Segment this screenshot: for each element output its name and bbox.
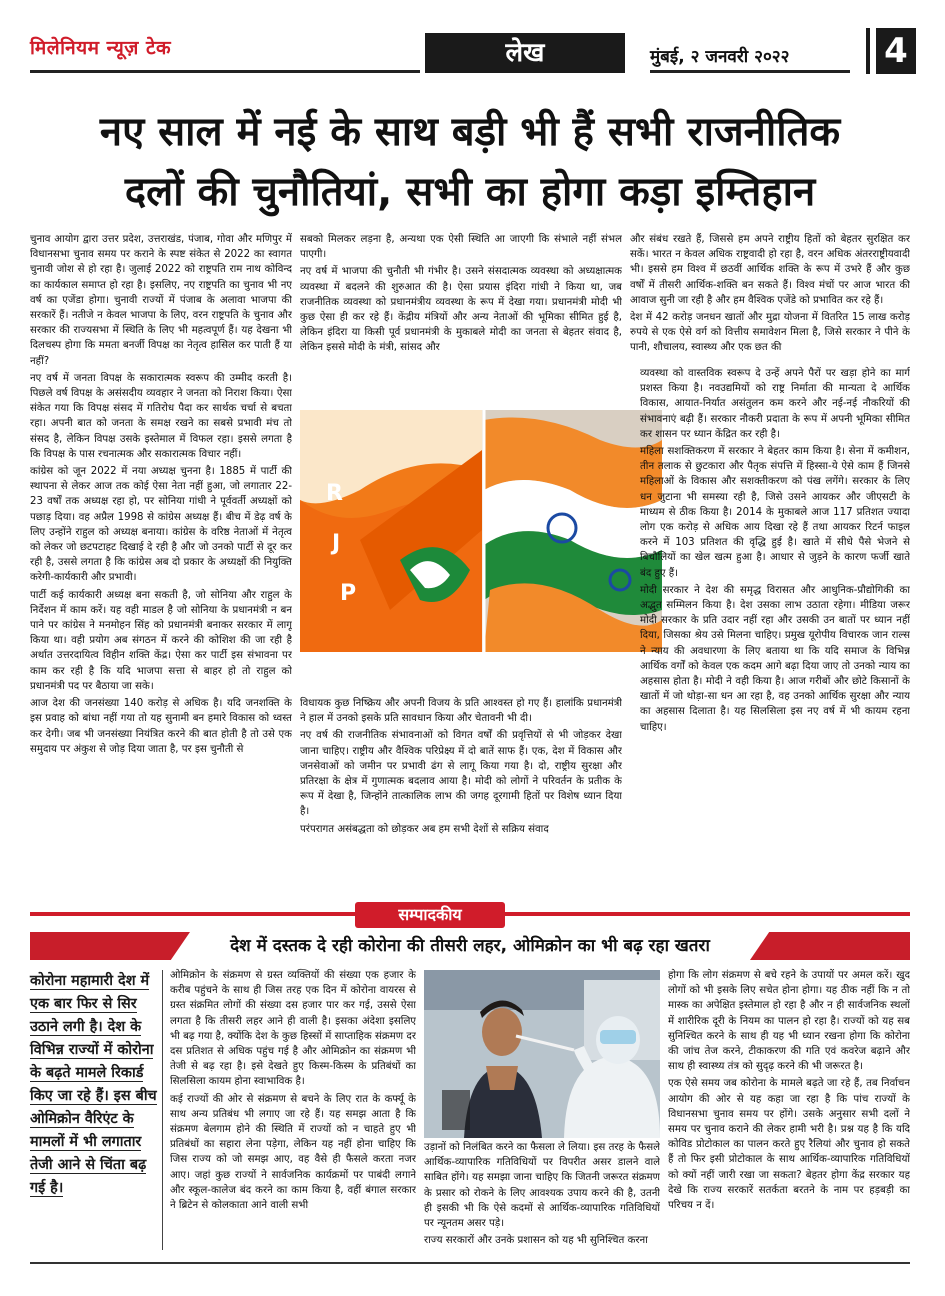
article-paragraph: सबको मिलकर लड़ना है, अन्यथा एक ऐसी स्थिति आ जाएगी कि संभाले नहीं संभल पाएगी। (300, 234, 622, 261)
dateline: मुंबई, २ जनवरी २०२२ (650, 47, 790, 67)
party-flags-photo (300, 410, 662, 652)
date-rule (650, 70, 850, 73)
editorial-paragraph: राज्य सरकारों और उनके प्रशासन को यह भी सुनिश्चित करना (424, 1235, 648, 1247)
page-number: 4 (872, 28, 916, 74)
editorial-paragraph: कई राज्यों की ओर से संक्रमण से बचने के लिए रात के कर्फ्यू के साथ अन्य प्रतिबंध भी लगाए जा रहे हैं। यह समझ आता है कि संक्रमण बेलगाम होने की स्थिति में राज्यों को न चाहते हुए भी प्रतिबंधों का सहारा लेना पड़ेगा, लेकिन यह नहीं होना चाहिए कि जिस राज्य को जो समझ आए, वह वैसे ही फैसले करता नजर आए। जहां कुछ राज्यों ने सार्वजनिक कार्यक्रमों पर पाबंदी लगाने और स्कूल-कालेज बंद करने का काम किया है, वहीं बंगाल सरकार ने ब्रिटेन से कोलकाता आने वाली सभी (170, 1093, 416, 1212)
editorial-headline: देश में दस्तक दे रही कोरोना की तीसरी लहर, ओमिक्रोन का भी बढ़ रहा खतरा (230, 936, 710, 956)
brand-name: मिलेनियम न्यूज़ टेक (30, 37, 172, 59)
article-paragraph: विधायक कुछ निष्क्रिय और अपनी विजय के प्रति आश्वस्त हो गए हैं। हालांकि प्रधानमंत्री ने हाल में उनको इसके प्रति सावधान किया और चेतावनी भी दी। (300, 698, 622, 725)
page-number-edge (866, 28, 870, 74)
editorial-column-2 (424, 1140, 660, 1260)
pullquote-rule (162, 970, 163, 1250)
main-headline (40, 102, 900, 222)
article-paragraph: नए वर्ष की राजनीतिक संभावनाओं को विगत वर्षों की प्रवृत्तियों से भी जोड़कर देखा जाना चाहिए। राष्ट्रीय और वैश्विक परिप्रेक्ष्य में दो बातें साफ हैं। एक, देश में विकास और जनसेवाओं को जमीन पर प्रभावी ढंग से लागू किया गया है। दो, राष्ट्रीय सुरक्षा और प्रतिरक्षा के क्षेत्र में गुणात्मक बदलाव आया है। मोदी को लोगों ने परिवर्तन के प्रतीक के रूप में देखा है, जिन्होंने तात्कालिक लाभ की जगह दूरगामी हितों पर विशेष ध्यान दिया है। (300, 730, 622, 818)
article-paragraph: नए वर्ष में जनता विपक्ष के सकारात्मक स्वरूप की उम्मीद करती है। पिछले वर्ष विपक्ष के असंसदीय व्यवहार ने जनता को निराश किया। ऐसा संकेत गया कि विपक्ष संसद में गतिरोध पैदा कर सार्थक चर्चा से बचता रहा। अपनी बात को जनता के समक्ष रखने का सबसे प्रभावी मंच तो संसद है, लेकिन विपक्ष उसके इस्तेमाल में विफल रहा। इससे लगता है कि विपक्ष के पास रचनात्मक और सकारात्मक विचार नहीं। (30, 372, 292, 460)
flag-letter: J (332, 531, 341, 556)
article-column-1 (30, 232, 292, 902)
article-paragraph: पार्टी कई कार्यकारी अध्यक्ष बना सकती है, जो सोनिया और राहुल के निर्देशन में काम करें। यह वही माडल है जो सोनिया के प्रधानमंत्री न बन पाने पर कांग्रेस ने मनमोहन सिंह को प्रधानमंत्री बनाकर सरकार में लागू किया था। वही प्रयोग अब संगठन में करने की कोशिश की जा रही है अर्थात उत्तरदायित्व विहीन शक्ति केंद्र। ऐसा कर पार्टी इस संभावना पर काम कर रही है कि यदि भाजपा सत्ता से बाहर हो तो राहुल को प्रधानमंत्री पद पर बैठाया जा सके। (30, 589, 292, 692)
brand-rule (30, 70, 420, 73)
article-paragraph: व्यवस्था को वास्तविक स्वरूप दे उन्हें अपने पैरों पर खड़ा होने का मार्ग प्रशस्त किया है। नवउद्यमियों को राष्ट्र निर्माता की मान्यता दे आर्थिक विकास, आयात-निर्यात असंतुलन कम करने और नई-नई नौकरियों की संभावनाएं बढ़ी हैं। सरकार नौकरी प्रदाता के रूप में अपनी भूमिका सीमित कर शासन पर ध्यान केंद्रित कर रही है। (640, 368, 910, 440)
article-column-2-bottom (300, 696, 622, 902)
party-flags-illustration (300, 410, 662, 652)
flag-letter: R (326, 481, 343, 506)
headline-line-2: दलों की चुनौतियां, सभी का होगा कड़ा इम्तिहान (124, 169, 816, 215)
article-paragraph: मोदी सरकार ने देश की समृद्ध विरासत और आधुनिक-प्रौद्योगिकी का अद्भुत सम्मिलन किया है। देश उसका लाभ उठाता रहेगा। मीडिया जरूर मोदी सरकार के प्रति उदार नहीं रहा और उसकी उन बातों पर ध्यान नहीं दिया, जिसका श्रेय उसे मिलना चाहिए। प्रमुख यूरोपीय विचारक जान राल्स ने न्याय की अवधारणा के लिए बताया था कि यदि समाज के विभिन्न आर्थिक वर्गों को केवल एक कदम आगे बढ़ा दिया जाए तो उनको न्याय का अहसास होता है। मोदी ने वही किया है। आज गरीबों और छोटे किसानों के खातों में जो थोड़ा-सा धन आ रहा है, वह उनको आर्थिक सुरक्षा और न्याय का अहसास दिलाता है। यह सिलसिला इस नए वर्ष में भी कायम रहना चाहिए। (640, 584, 910, 733)
article-paragraph: चुनाव आयोग द्वारा उत्तर प्रदेश, उत्तराखंड, पंजाब, गोवा और मणिपुर में विधानसभा चुनाव समय पर कराने के स्पष्ट संकेत से 2022 का स्वागत चुनावी जोश से हो रहा है। जुलाई 2022 को राष्ट्रपति राम नाथ कोविन्द का कार्यकाल समाप्त हो रहा है। इसलिए, नए राष्ट्रपति का चुनाव भी नए वर्ष का एजेंडा होगा। चुनावी राज्यों में पंजाब के अलावा भाजपा की सरकारें हैं। नतीजे न केवल भाजपा के लिए, वरन राष्ट्रपति के चुनाव और सरकार की राज्यसभा में स्थिति के लिए भी महत्वपूर्ण हैं। यह देखना भी दिलचस्प होगा कि ममता बनर्जी विपक्ष का नेतृत्व हासिल कर पाती हैं या नहीं? (30, 234, 292, 367)
editorial-paragraph: होगा कि लोग संक्रमण से बचे रहने के उपायों पर अमल करें। खुद लोगों को भी इसके लिए सचेत होना होगा। यह ठीक नहीं कि न तो मास्क का अपेक्षित इस्तेमाल हो रहा है और न ही सार्वजनिक स्थलों में शारीरिक दूरी के नियम का पालन हो रहा है। राज्यों को यह सब सुनिश्चित करने के साथ ही यह भी ध्यान रखना होगा कि कोरोना की जांच तेज करने, टीकाकरण की गति एवं कवरेज बढ़ाने और साथ ही स्वास्थ्य तंत्र को सुदृढ़ करने की भी जरूरत है। (668, 970, 910, 1073)
covid-test-illustration (424, 970, 660, 1138)
headline-line-1: नए साल में नई के साथ बड़ी भी हैं सभी राजनीतिक (99, 109, 841, 155)
editorial-paragraph: उड़ानों को निलंबित करने का फैसला ले लिया। इस तरह के फैसले आर्थिक-व्यापारिक गतिविधियों पर विपरीत असर डालने वाले साबित होंगे। यह समझा जाना चाहिए कि जितनी जरूरत संक्रमण के प्रसार को रोकने के लिए आवश्यक उपाय करने की है, उतनी ही इसकी भी कि ऐसे कदमों से आर्थिक-व्यापारिक गतिविधियों पर न्यूनतम असर पड़े। (424, 1142, 660, 1230)
editorial-column-1 (170, 968, 416, 1254)
article-paragraph: महिला सशक्तिकरण में सरकार ने बेहतर काम किया है। सेना में कमीशन, तीन तलाक से छुटकारा और पैतृक संपत्ति में हिस्सा-ये ऐसे काम हैं जिनसे महिलाओं के विकास और सशक्तीकरण को पंख लगेंगे। सरकार के लिए धन जुटाना भी समस्या रही है, जिसे उसने आयकर और जीएसटी के माध्यम से ठीक किया है। 2014 के मुकाबले आज 117 प्रतिशत ज्यादा लोग एक करोड़ से अधिक आय दिखा रहे हैं तथा आयकर रिटर्न फाइल करने में 103 प्रतिशत की वृद्धि हुई है। खाते में सीधे पैसे भेजने से बिचौलियों का खेल खत्म हुआ है। आधार से जुड़ने के कारण फर्जी खाते बंद हुए हैं। (640, 446, 910, 579)
flag-letter: P (340, 581, 357, 606)
editorial-column-3 (668, 968, 910, 1254)
section-title: लेख (425, 33, 625, 73)
editorial-paragraph: ओमिक्रोन के संक्रमण से ग्रस्त व्यक्तियों की संख्या एक हजार के करीब पहुंचने के साथ ही जिस तरह एक दिन में कोरोना वायरस से ग्रस्त संक्रमित लोगों की संख्या दस हजार पार कर गई, उससे ऐसा लगता है कि तीसरी लहर आने ही वाली है। इसका अंदेशा इसलिए भी बढ़ गया है, क्योंकि देश के कुछ हिस्सों में साप्ताहिक संक्रमण दर दस प्रतिशत से अधिक पहुंच गई है और ओमिक्रोन का संक्रमण भी तेजी से बढ़ रहा है। इसे देखते हुए किस्म-किस्म के प्रतिबंधों का सिलसिला कायम होना स्वाभाविक है। (170, 970, 416, 1088)
article-column-3-main (640, 366, 910, 902)
page-bottom-rule (30, 1262, 910, 1264)
article-paragraph: देश में 42 करोड़ जनधन खातों और मुद्रा योजना में वितरित 15 लाख करोड़ रुपये से एक ऐसे वर्ग को वित्तीय समावेशन मिला है, जिसे सरकार ने पीने के पानी, शौचालय, स्वास्थ्य और एक छत की (630, 312, 910, 354)
article-column-3-top (630, 232, 910, 366)
article-paragraph: आज देश की जनसंख्या 140 करोड़ से अधिक है। यदि जनशक्ति के इस प्रवाह को बांधा नहीं गया तो यह सुनामी बन हमारे विकास को ध्वस्त कर देगी। जब भी जनसंख्या नियंत्रित करने की बात होती है तो उसे एक समुदाय पर अंकुश से जोड़ दिया जाता है, पर इस चुनौती से (30, 698, 292, 755)
editorial-tag: सम्पादकीय (355, 902, 505, 928)
article-paragraph: कांग्रेस को जून 2022 में नया अध्यक्ष चुनना है। 1885 में पार्टी की स्थापना से लेकर आज तक कोई ऐसा नेता नहीं हुआ, जो लगातार 22-23 वर्षों तक अध्यक्ष रहा हो, पर सोनिया गांधी ने पूर्ववर्ती अध्यक्षों को पछाड़ दिया। वह अप्रैल 1998 से कांग्रेस अध्यक्ष हैं। बीच में डेढ़ वर्ष के लिए उन्होंने राहुल को अध्यक्ष बनाया। कांग्रेस के वरिष्ठ नेताओं में नेतृत्व को लेकर जो छटपटाहट दिखाई दे रही है और जो उनको पार्टी से दूर कर रही है, उससे लगता है कि कांग्रेस अब दो प्रकार के अध्यक्षों की नियुक्ति करेगी-कार्यकारी और प्रभावी। (30, 466, 292, 584)
article-paragraph: और संबंध रखते हैं, जिससे हम अपने राष्ट्रीय हितों को बेहतर सुरक्षित कर सकें। भारत न केवल अधिक राष्ट्रवादी हो रहा है, वरन अधिक अंतरराष्ट्रीयवादी भी। इससे हम विश्व में छठवीं आर्थिक शक्ति के रूप में उभरे हैं और कुछ वर्षों में तीसरी आर्थिक-शक्ति बन सकते हैं। विश्व मंचों पर आज भारत की आवाज सुनी जा रही है और हम वैश्विक एजेंडे को प्रभावित कर रहे हैं। (630, 234, 910, 306)
editorial-pullquote (30, 970, 160, 1200)
covid-test-photo (424, 970, 660, 1138)
editorial-paragraph: एक ऐसे समय जब कोरोना के मामले बढ़ते जा रहे हैं, तब निर्वाचन आयोग की ओर से यह कहा जा रहा है कि पांच राज्यों के विधानसभा चुनाव समय पर होंगे। उसके अनुसार सभी दलों ने समय पर चुनाव कराने की लेकर हामी भरी है। प्रश्न यह है कि यदि कोविड प्रोटोकाल का पालन करते हुए रैलियां और चुनाव हो सकते हैं तो फिर इसी प्रोटोकाल के साथ आर्थिक-व्यापारिक गतिविधियों को क्यों नहीं जारी रखा जा सकता? बेहतर होगा केंद्र सरकार यह देखे कि राज्य सरकारें सतर्कता बरतने के नाम पर हड़बड़ी का परिचय न दें। (668, 1078, 910, 1212)
pullquote-text: कोरोना महामारी देश में एक बार फिर से सिर उठाने लगी है। देश के विभिन्न राज्यों में कोरोना के बढ़ते मामले रिकार्ड किए जा रहे हैं। इस बीच ओमिक्रोन वैरिएंट के मामलों में भी लगातार तेजी आने से चिंता बढ़ गई है। (30, 973, 157, 1196)
article-paragraph: परंपरागत असंबद्धता को छोड़कर अब हम सभी देशों से सक्रिय संवाद (300, 823, 549, 835)
article-paragraph: नए वर्ष में भाजपा की चुनौती भी गंभीर है। उसने संसदात्मक व्यवस्था को अध्यक्षात्मक व्यवस्था में बदलने की शुरुआत की है। ऐसा प्रयास इंदिरा गांधी ने किया था, जब राजनीतिक व्यवस्था को प्रधानमंत्रीय व्यवस्था के रूप में देखा गया। प्रधानमंत्री मोदी भी कुछ ऐसा ही कर रहे हैं। केंद्रीय मंत्रियों और अन्य नेताओं की भूमिका सीमित हुई है, लेकिन इंदिरा या किसी पूर्व प्रधानमंत्री के मुकाबले मोदी का जनता से बेहतर संवाद है, लेकिन इससे मोदी के मंत्री, सांसद और (300, 266, 622, 354)
article-column-2-top (300, 232, 622, 406)
